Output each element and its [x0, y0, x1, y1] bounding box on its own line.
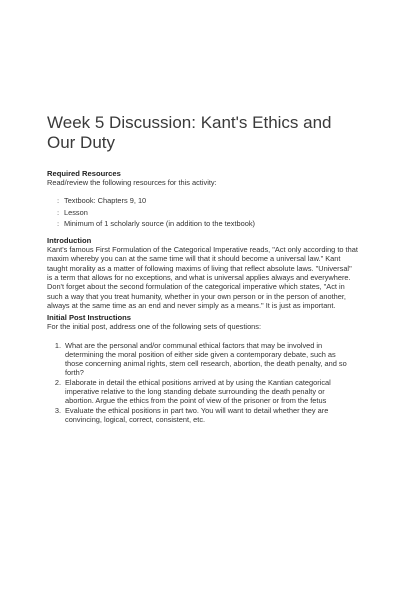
bullet-icon: :: — [57, 210, 59, 217]
list-item — [57, 196, 359, 207]
initial-post-heading: Initial Post Instructions — [47, 313, 131, 323]
questions-list — [47, 341, 359, 425]
list-item — [47, 378, 359, 406]
list-item — [47, 406, 359, 425]
list-item — [57, 219, 359, 230]
resource-item-lesson: Lesson — [64, 207, 88, 217]
resources-list — [47, 196, 359, 230]
introduction-section — [47, 236, 359, 310]
question-number: 3. — [54, 405, 61, 415]
document-page — [47, 113, 359, 427]
initial-post-section — [47, 313, 359, 424]
question-number: 1. — [54, 340, 61, 350]
list-item — [47, 341, 359, 378]
question-text: What are the personal and/or communal ethical factors that may be involved in determining the moral position of either side given a contemporary debate, such as those concerning animal rights, stem cell research, abortion, the death penalty, and so forth? — [65, 340, 347, 378]
page-title: Week 5 Discussion: Kant's Ethics and Our Duty — [47, 113, 332, 152]
resource-item-textbook: Textbook: Chapters 9, 10 — [64, 196, 147, 206]
bullet-icon: :: — [57, 199, 59, 206]
question-number: 2. — [54, 377, 61, 387]
question-text: Elaborate in detail the ethical positions arrived at by using the Kantian categorical imperative relative to the long standing debate surrounding the death penalty or abortion. Argue the ethics from the point of view of the prisoner or from the fetus — [65, 377, 331, 406]
question-text: Evaluate the ethical positions in part two. You will want to detail whether they are convincing, logical, correct, consistent, etc. — [65, 405, 329, 424]
bullet-icon: :: — [57, 221, 59, 228]
introduction-text: Kant's famous First Formulation of the Categorical Imperative reads, "Act only according to that maxim whereby you can at the same time will that it should become a universal law." Kant taught morality as a matter of following maxims of living that reflect absolute laws. "Universal" is a term that allows for no exceptions, and what is universal applies always and everywhere. Don't forget about the second formulation of the categorical imperative which states, "Act in such a way that you treat humanity, whether in your own person or in the person of another, always at the same time as an end and never simply as a means." It is just as important. — [47, 245, 358, 310]
resource-item-scholarly-source: Minimum of 1 scholarly source (in addition to the textbook) — [64, 218, 256, 228]
introduction-heading: Introduction — [47, 236, 92, 246]
required-resources-intro: Read/review the following resources for this activity: — [47, 178, 217, 187]
initial-post-intro: For the initial post, address one of the following sets of questions: — [47, 322, 262, 332]
required-resources-heading: Required Resources — [47, 169, 121, 178]
required-resources-section — [47, 169, 359, 230]
list-item — [57, 208, 359, 219]
